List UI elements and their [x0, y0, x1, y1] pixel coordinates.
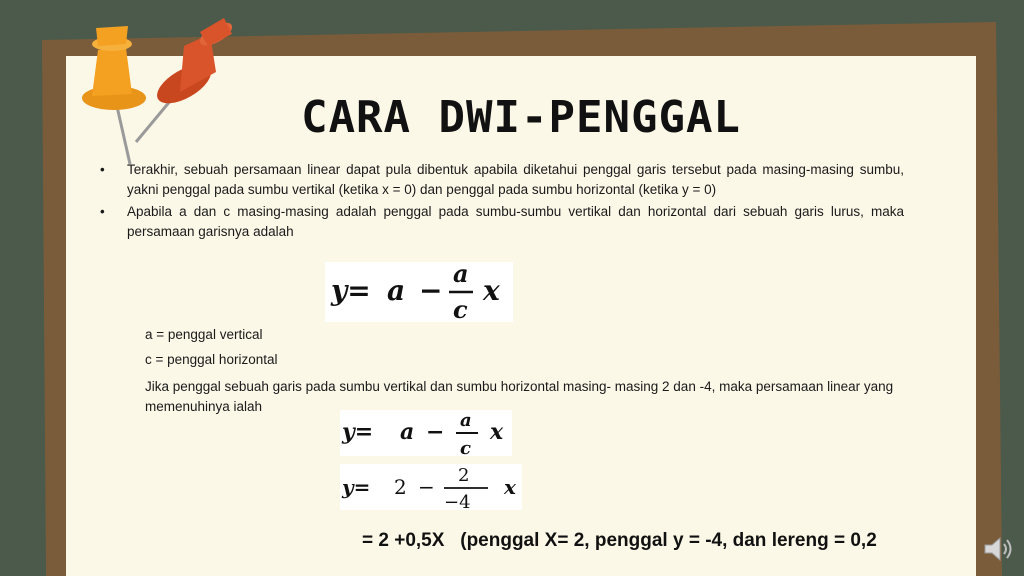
formula-intercept: 2 [394, 475, 407, 499]
formula-intercept: a [387, 274, 406, 307]
bullet-item [100, 202, 904, 242]
formula-minus: − [426, 419, 445, 445]
result-text: = 2 +0,5X (penggal X= 2, penggal y = -4, dan lereng = 0,2 [362, 530, 877, 551]
formula-lhs: y= [342, 475, 371, 499]
formula-denominator: c [460, 438, 471, 456]
formula-substituted [340, 464, 522, 510]
formula-intercept: a [400, 419, 415, 445]
bullet-text: Apabila a dan c masing-masing adalah penggal pada sumbu-sumbu vertikal dan horizontal dari sebuah garis lurus, maka persamaan garisnya adalah [127, 204, 904, 239]
bullet-symbol: • [100, 204, 105, 219]
definition-a: a = penggal vertical [145, 327, 263, 342]
formula-numerator: 2 [458, 465, 470, 486]
formula-variable: x [490, 419, 504, 445]
example-text: Jika penggal sebuah garis pada sumbu vertikal dan sumbu horizontal masing- masing 2 dan -4, maka persamaan linear yang memenuhinya ialah [145, 379, 894, 414]
formula-denominator: −4 [444, 492, 471, 510]
speaker-icon[interactable] [982, 534, 1016, 564]
formula-lhs: y= [342, 419, 374, 445]
bullet-item [100, 160, 904, 200]
formula-variable: x [504, 475, 516, 499]
formula-variable: x [483, 274, 500, 307]
formula-minus: − [419, 274, 443, 307]
formula-numerator: a [460, 410, 472, 431]
bullet-symbol: • [100, 162, 105, 177]
definition-c: c = penggal horizontal [145, 352, 278, 367]
formula-lhs: y= [331, 274, 371, 307]
slide-title: CARA DWI-PENGGAL [301, 92, 741, 143]
formula-general [325, 262, 513, 322]
bullet-list [100, 160, 904, 244]
formula-numerator: a [453, 262, 469, 288]
formula-minus: − [418, 475, 435, 499]
formula-denominator: c [453, 295, 468, 322]
formula-general-repeat [340, 410, 512, 456]
bullet-text: Terakhir, sebuah persamaan linear dapat pula dibentuk apabila diketahui penggal garis tersebut pada masing-masing sumbu, yakni penggal pada sumbu vertikal (ketika x = 0) dan penggal pada sumbu horizontal (ketika y = 0) [127, 162, 904, 197]
